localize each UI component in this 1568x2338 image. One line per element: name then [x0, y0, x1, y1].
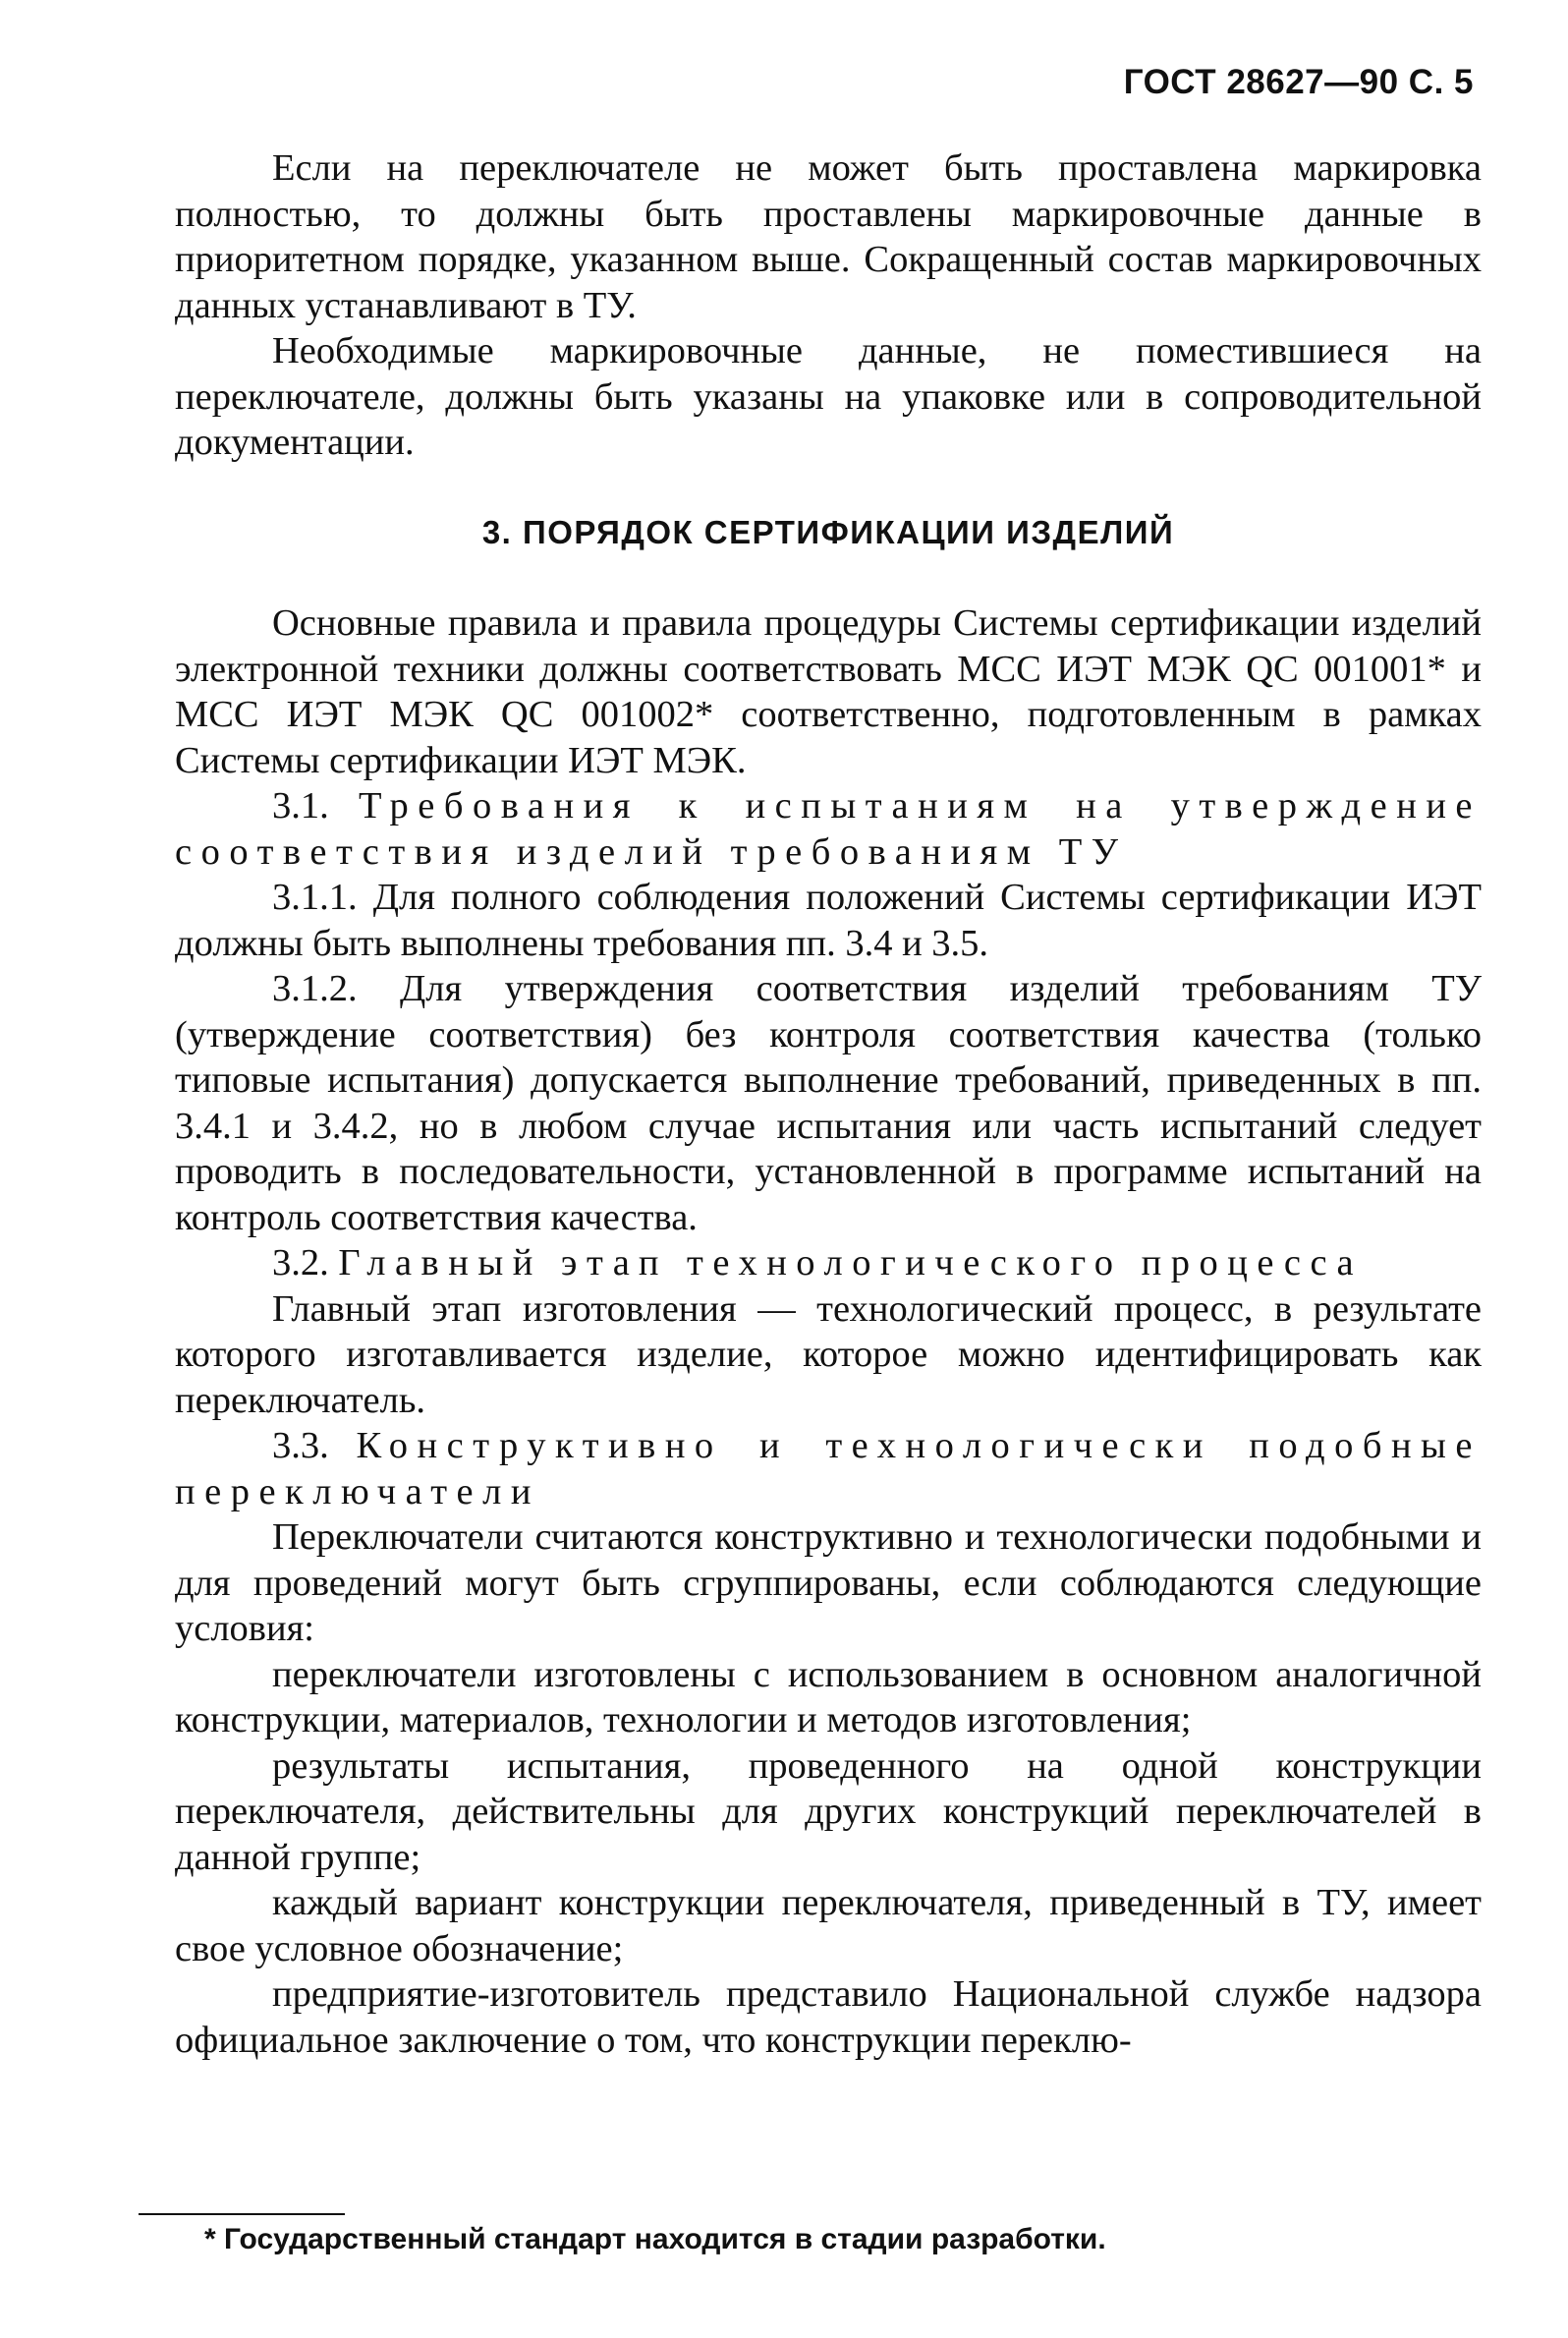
- footnote: * Государственный стандарт находится в стадии разработки.: [204, 2223, 1106, 2255]
- subsection-3-2-heading: [175, 1240, 1482, 1286]
- running-header: ГОСТ 28627—90 С. 5: [1123, 63, 1474, 101]
- subsection-3-1-number: 3.1.: [272, 785, 329, 827]
- subsection-3-3-heading: [175, 1423, 1482, 1514]
- condition-item: предприятие-изготовитель представило Национальной службе надзора официальное заключение о том, что конструкции переклю-: [175, 1973, 1482, 2061]
- subsection-3-1-title: Требования к испытаниям на утверждение соответствия изделий требованиям ТУ: [175, 785, 1483, 873]
- subsection-3-3-title: Конструктивно и технологически подобные переключатели: [175, 1425, 1482, 1512]
- paragraph-marking-packaging: Необходимые маркировочные данные, не поместившиеся на переключателе, должны быть указаны на упаковке или в сопроводительной документации.: [175, 330, 1482, 463]
- paragraph-3-2: Главный этап изготовления — технологический процесс, в результате которого изготавливается изделие, которое можно идентифицировать как переключатель.: [175, 1287, 1482, 1421]
- paragraph-section-intro: Основные правила и правила процедуры Системы сертификации изделий электронной техники должны соответствовать МСС ИЭТ МЭК QC 001001* и МСС ИЭТ МЭК QC 001002* соответственно, подготовленным в рамках Системы сертификации ИЭТ МЭК.: [175, 602, 1482, 781]
- condition-item: каждый вариант конструкции переключателя, приведенный в ТУ, имеет свое условное обозначение;: [175, 1882, 1482, 1969]
- subsection-3-2-number: 3.2.: [272, 1242, 329, 1283]
- footnote-divider: [139, 2213, 345, 2215]
- condition-item: результаты испытания, проведенного на одной конструкции переключателя, действительны для других конструкций переключателей в данной группе;: [175, 1744, 1482, 1878]
- section-heading: 3. ПОРЯДОК СЕРТИФИКАЦИИ ИЗДЕЛИЙ: [481, 513, 1175, 550]
- paragraph-3-3: Переключатели считаются конструктивно и технологически подобными и для проведений могут быть сгруппированы, если соблюдаются следующие условия:: [175, 1516, 1482, 1649]
- condition-item: переключатели изготовлены с использованием в основном аналогичной конструкции, материалов, технологии и методов изготовления;: [175, 1653, 1482, 1740]
- subsection-3-3-number: 3.3.: [272, 1425, 329, 1466]
- subsection-3-1-heading: [175, 783, 1482, 875]
- paragraph-3-1-2: 3.1.2. Для утверждения соответствия изделий требованиям ТУ (утверждение соответствия) без контроля соответствия качества (только типовые испытания) допускается выполнение требований, приведенных в пп. 3.4.1 и 3.4.2, но в любом случае испытания или часть испытаний следует проводить в последовательности, установленной в программе испытаний на контроль соответствия качества.: [175, 968, 1482, 1238]
- paragraph-3-1-1: 3.1.1. Для полного соблюдения положений Системы сертификации ИЭТ должны быть выполнены требования пп. 3.4 и 3.5.: [175, 877, 1482, 964]
- subsection-3-2-title: Главный этап технологического процесса: [338, 1242, 1364, 1283]
- paragraph-marking-priority: Если на переключателе не может быть проставлена маркировка полностью, то должны быть проставлены маркировочные данные в приоритетном порядке, указанном выше. Сокращенный состав маркировочных данных устанавливают в ТУ.: [175, 147, 1482, 326]
- page-body: [175, 145, 1482, 2063]
